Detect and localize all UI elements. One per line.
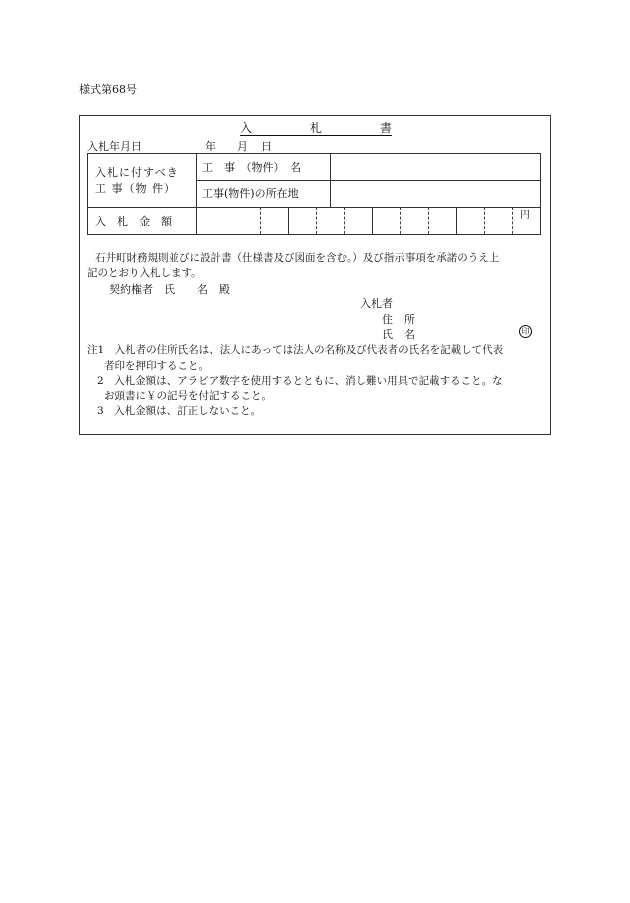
note-2-line1: 2 入札金額は、アラビア数字を使用するとともに、消し難い用具で記載すること。な (97, 375, 503, 387)
bid-amount-label: 入 札 金 額 (95, 215, 172, 228)
bid-date-label: 入札年月日 (87, 140, 142, 153)
note-2-line2: お頭書に￥の記号を付記すること。 (104, 390, 272, 402)
digit-divider (512, 207, 513, 234)
subject-label-line1: 入札に付すべき (95, 166, 179, 179)
work-name-label: 工 事 （物件） 名 (202, 161, 301, 174)
digit-divider (260, 207, 261, 234)
contractor-line: 契約権者 氏 名 殿 (109, 283, 230, 296)
digit-divider (428, 207, 429, 234)
digit-group-divider (456, 207, 457, 234)
digit-divider (316, 207, 317, 234)
bidder-label: 入札者 (360, 297, 393, 310)
title-char-2: 札 (309, 121, 322, 135)
column-divider (330, 154, 331, 207)
work-location-label: 工事(物件)の所在地 (202, 187, 299, 200)
subject-label-line2: 工 事（物 件） (95, 182, 176, 195)
declaration-line1: 石井町財務規則並びに設計書（仕様書及び図面を含む。）及び指示事項を承諾のうえ上 (95, 252, 500, 264)
title-char-1: 入 (240, 121, 253, 135)
date-day-label: 日 (261, 140, 272, 153)
yen-unit: 円 (520, 210, 530, 221)
digit-group-divider (372, 207, 373, 234)
date-year-label: 年 (205, 140, 216, 153)
date-month-label: 月 (237, 140, 248, 153)
declaration-line2: 記のとおり入札します。 (87, 267, 202, 279)
row-divider (88, 207, 540, 208)
column-divider (196, 154, 197, 234)
digit-divider (484, 207, 485, 234)
title-char-3: 書 (379, 121, 392, 135)
digit-group-divider (288, 207, 289, 234)
bidder-name-label: 氏 名 (382, 328, 415, 341)
digit-divider (344, 207, 345, 234)
note-1-line2: 者印を押印すること。 (104, 360, 209, 372)
bidder-address-label: 住 所 (382, 313, 415, 326)
document-title (240, 122, 392, 136)
note-1-line1: 注1 入札者の住所氏名は、法人にあっては法人の名称及び代表者の氏名を記載して代表 (87, 344, 504, 356)
form-number: 様式第68号 (79, 83, 137, 96)
note-3: 3 入札金額は、訂正しないこと。 (97, 405, 262, 417)
seal-icon: 印 (519, 325, 532, 338)
row-divider (196, 180, 540, 181)
digit-divider (400, 207, 401, 234)
